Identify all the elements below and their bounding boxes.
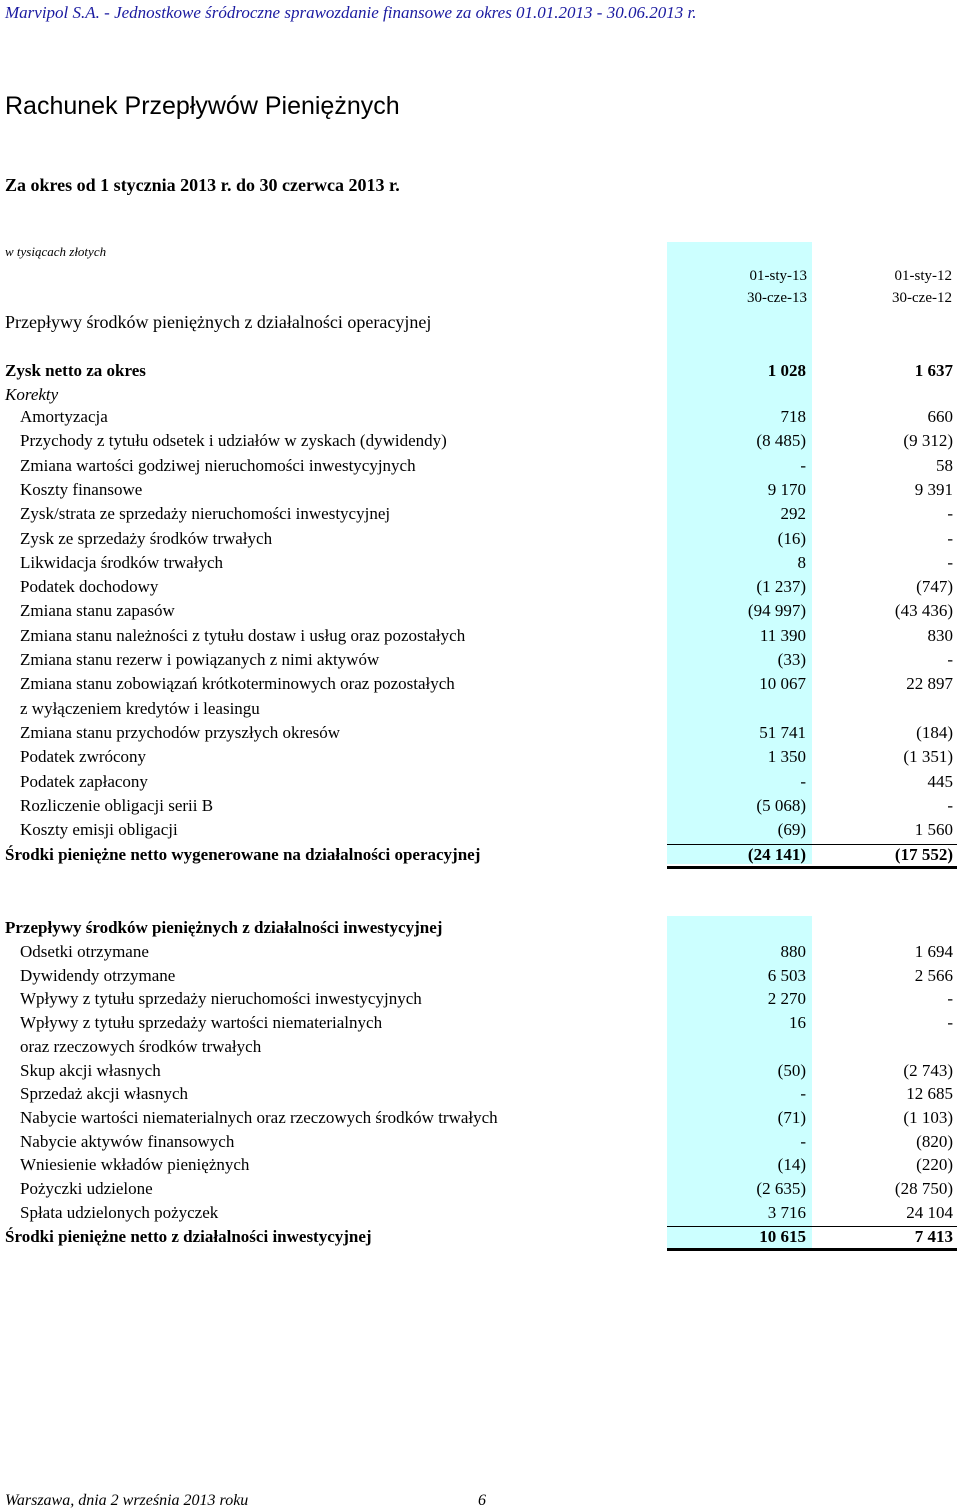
statement-row — [0, 1013, 960, 1037]
row-label: Pożyczki udzielone — [20, 1179, 153, 1198]
statement-row — [0, 480, 960, 504]
row-value-2012: 24 104 — [906, 1202, 953, 1222]
statement-row — [0, 407, 960, 431]
row-value-2012: 830 — [927, 625, 953, 645]
net-profit-row — [0, 361, 960, 385]
statement-row — [0, 966, 960, 990]
row-value-2013: (50) — [777, 1060, 806, 1080]
row-value-2013: (8 485) — [756, 431, 806, 451]
row-value-2012: 2 566 — [914, 965, 953, 985]
row-label: Zysk/strata ze sprzedaży nieruchomości inwestycyjnej — [20, 504, 391, 524]
row-label: Zmiana stanu zobowiązań krótkoterminowych oraz pozostałych — [20, 674, 455, 694]
statement-row — [0, 1155, 960, 1179]
operating-section-heading: Przepływy środków pieniężnych z działalności operacyjnej — [5, 312, 432, 332]
row-value-2013: 3 716 — [767, 1202, 806, 1222]
row-value-2013: (24 141) — [747, 845, 806, 864]
row-value-2013: - — [800, 771, 806, 791]
investing-total-top-rule — [667, 1226, 957, 1227]
row-value-2012: - — [947, 528, 953, 548]
row-value-2013: 9 170 — [767, 479, 806, 499]
row-value-2013: 51 741 — [759, 722, 806, 742]
row-value-2012: (28 750) — [894, 1179, 953, 1198]
row-value-2012: (43 436) — [894, 601, 953, 621]
statement-row — [0, 626, 960, 650]
row-value-2013: 10 615 — [759, 1227, 806, 1246]
page-title: Rachunek Przepływów Pieniężnych — [5, 92, 400, 120]
row-label: Wniesienie wkładów pieniężnych — [20, 1155, 250, 1175]
statement-row — [0, 796, 960, 820]
row-value-2012: 7 413 — [914, 1227, 953, 1246]
row-label: Odsetki otrzymane — [20, 942, 149, 961]
row-value-2012: - — [947, 1013, 953, 1033]
statement-row — [0, 529, 960, 553]
row-value-2012: 12 685 — [906, 1084, 953, 1104]
row-label: Dywidendy otrzymane — [20, 965, 176, 985]
row-value-2012: 660 — [927, 407, 953, 426]
row-value-2013: (5 068) — [756, 795, 806, 815]
row-label: z wyłączeniem kredytów i leasingu — [20, 698, 260, 718]
adjustments-label-row — [0, 385, 960, 409]
statement-row — [0, 989, 960, 1013]
row-value-2013: 11 390 — [759, 625, 806, 645]
statement-row — [0, 699, 960, 723]
row-value-2012: 1 694 — [914, 942, 953, 961]
row-label: Zmiana stanu należności z tytułu dostaw i usług oraz pozostałych — [20, 625, 466, 645]
row-value-2013: (33) — [777, 650, 806, 669]
row-value-2012: (220) — [916, 1155, 953, 1175]
row-value-2012: (184) — [916, 722, 953, 742]
document-header: Marvipol S.A. - Jednostkowe śródroczne sprawozdanie finansowe za okres 01.01.2013 - 30.06.2013 r. — [5, 3, 697, 22]
statement-row — [0, 772, 960, 796]
row-label: Amortyzacja — [20, 407, 108, 426]
row-value-2013: (94 997) — [747, 601, 806, 621]
statement-row — [0, 577, 960, 601]
row-label: Środki pieniężne netto z działalności inwestycyjnej — [5, 1227, 372, 1246]
row-value-2012: 1 637 — [914, 361, 953, 380]
statement-row — [0, 723, 960, 747]
row-value-2013: 1 350 — [767, 747, 806, 767]
statement-row — [0, 504, 960, 528]
row-label: Podatek dochodowy — [20, 577, 159, 597]
statement-row — [0, 553, 960, 577]
row-value-2012: 22 897 — [906, 674, 953, 694]
row-label: Wpływy z tytułu sprzedaży nieruchomości inwestycyjnych — [20, 989, 422, 1009]
row-label: Zmiana stanu zapasów — [20, 601, 175, 621]
row-label: Wpływy z tytułu sprzedaży wartości niematerialnych — [20, 1013, 383, 1033]
row-label: Zmiana wartości godziwej nieruchomości inwestycyjnych — [20, 455, 416, 475]
row-label: Środki pieniężne netto wygenerowane na działalności operacyjnej — [5, 845, 481, 864]
row-value-2013: 16 — [789, 1013, 806, 1033]
row-label: Zmiana stanu rezerw i powiązanych z nimi aktywów — [20, 650, 380, 669]
col1-end-date: 30-cze-13 — [747, 290, 807, 306]
row-value-2013: - — [800, 1131, 806, 1151]
row-label: Likwidacja środków trwałych — [20, 552, 223, 572]
row-value-2013: 1 028 — [767, 361, 806, 380]
statement-row — [0, 1084, 960, 1108]
row-value-2013: (16) — [777, 528, 806, 548]
row-value-2013: (2 635) — [756, 1179, 806, 1198]
statement-row — [0, 1132, 960, 1156]
statement-row — [0, 456, 960, 480]
row-label: Podatek zwrócony — [20, 747, 147, 767]
row-value-2012: (820) — [916, 1131, 953, 1151]
operating-total-top-rule — [667, 844, 957, 845]
row-value-2012: (1 351) — [903, 747, 953, 767]
row-value-2013: 880 — [780, 942, 806, 961]
row-value-2013: (69) — [777, 820, 806, 840]
col2-end-date: 30-cze-12 — [892, 290, 952, 306]
row-label: Zysk ze sprzedaży środków trwałych — [20, 528, 273, 548]
row-label: Nabycie wartości niematerialnych oraz rzeczowych środków trwałych — [20, 1107, 498, 1127]
row-value-2012: (2 743) — [903, 1060, 953, 1080]
statement-row — [0, 1061, 960, 1085]
row-value-2012: - — [947, 795, 953, 815]
statement-row — [0, 1108, 960, 1132]
row-value-2013: 8 — [797, 552, 806, 572]
footer-place-date: Warszawa, dnia 2 września 2013 roku — [5, 1492, 249, 1509]
statement-row — [0, 942, 960, 966]
row-label: Podatek zapłacony — [20, 771, 148, 791]
statement-row — [0, 1179, 960, 1203]
col2-start-date: 01-sty-12 — [894, 268, 952, 284]
row-value-2012: 445 — [927, 771, 953, 791]
statement-row — [0, 820, 960, 844]
row-value-2013: 292 — [780, 504, 806, 524]
operating-total-bottom-rule — [667, 866, 957, 869]
investing-section-heading: Przepływy środków pieniężnych z działalności inwestycyjnej — [5, 918, 443, 937]
row-label: Zmiana stanu przychodów przyszłych okresów — [20, 722, 341, 742]
row-value-2013: (14) — [777, 1155, 806, 1175]
row-value-2012: - — [947, 650, 953, 669]
row-value-2012: 58 — [936, 455, 953, 475]
statement-row — [0, 601, 960, 625]
statement-row — [0, 650, 960, 674]
row-label: Sprzedaż akcji własnych — [20, 1084, 189, 1104]
statement-row — [0, 747, 960, 771]
row-value-2012: 1 560 — [914, 820, 953, 840]
row-value-2013: (71) — [777, 1107, 806, 1127]
investing-total-bottom-rule — [667, 1248, 957, 1251]
row-label: Spłata udzielonych pożyczek — [20, 1202, 219, 1222]
row-value-2012: (17 552) — [894, 845, 953, 864]
row-value-2013: (1 237) — [756, 577, 806, 597]
row-value-2012: (747) — [916, 577, 953, 597]
statement-row — [0, 1203, 960, 1227]
row-value-2012: - — [947, 504, 953, 524]
row-label: oraz rzeczowych środków trwałych — [20, 1036, 262, 1056]
statement-row — [0, 1037, 960, 1061]
row-label: Skup akcji własnych — [20, 1060, 161, 1080]
period-subtitle: Za okres od 1 stycznia 2013 r. do 30 czerwca 2013 r. — [5, 175, 400, 195]
row-value-2013: - — [800, 1084, 806, 1104]
unit-note: w tysiącach złotych — [5, 244, 107, 259]
footer-page-number: 6 — [478, 1492, 486, 1509]
row-value-2012: - — [947, 552, 953, 572]
row-value-2012: - — [947, 989, 953, 1009]
row-label: Koszty emisji obligacji — [20, 820, 178, 840]
row-label: Koszty finansowe — [20, 479, 143, 499]
row-value-2013: 6 503 — [767, 965, 806, 985]
row-label: Rozliczenie obligacji serii B — [20, 795, 214, 815]
row-value-2012: (1 103) — [903, 1107, 953, 1127]
row-value-2013: 10 067 — [759, 674, 806, 694]
row-value-2012: (9 312) — [903, 431, 953, 451]
row-value-2013: 2 270 — [767, 989, 806, 1009]
row-value-2013: 718 — [780, 407, 806, 426]
row-label: Przychody z tytułu odsetek i udziałów w zyskach (dywidendy) — [20, 431, 447, 451]
row-label: Zysk netto za okres — [5, 361, 146, 380]
col1-start-date: 01-sty-13 — [749, 268, 807, 284]
row-value-2013: - — [800, 455, 806, 475]
row-value-2012: 9 391 — [914, 479, 953, 499]
row-label: Nabycie aktywów finansowych — [20, 1131, 235, 1151]
statement-row — [0, 431, 960, 455]
row-label: Korekty — [5, 385, 59, 404]
statement-row — [0, 674, 960, 698]
